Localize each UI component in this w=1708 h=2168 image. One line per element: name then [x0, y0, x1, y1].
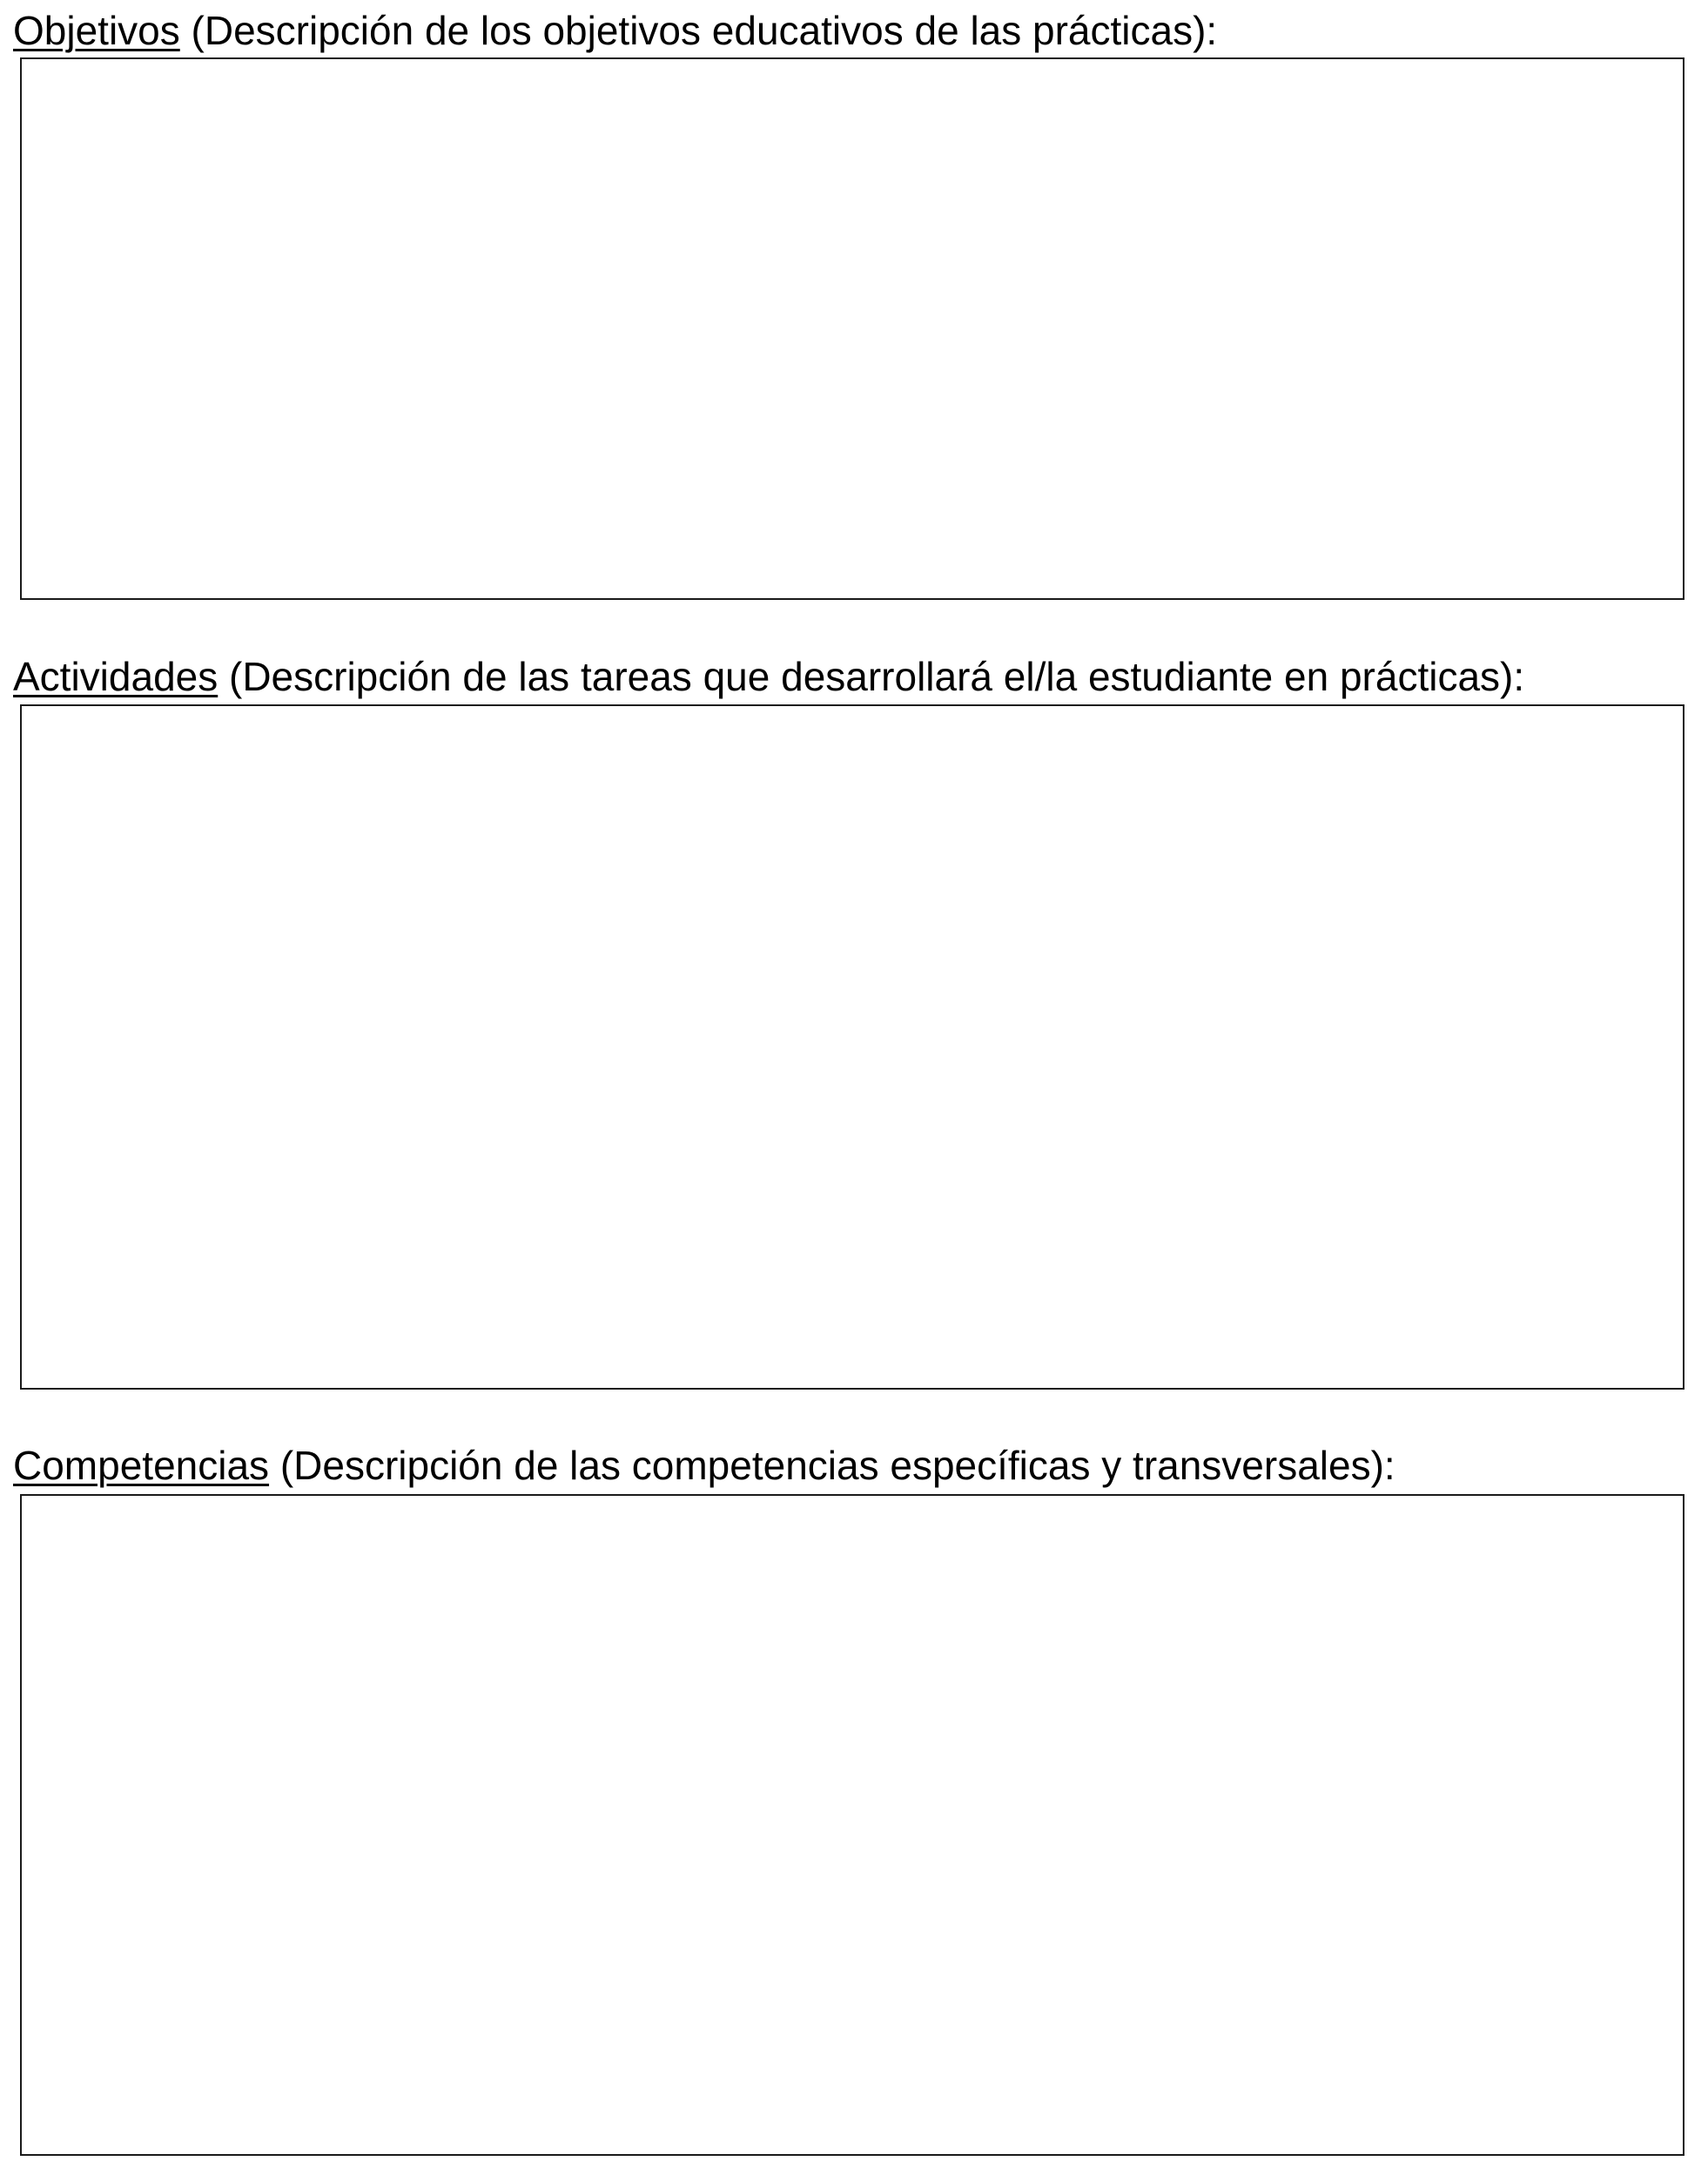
competencias-description: (Descripción de las competencias específicas y transversales):: [269, 1443, 1395, 1488]
objetivos-text-box[interactable]: [20, 57, 1684, 600]
objetivos-title: Objetivos: [13, 8, 180, 53]
objetivos-description: (Descripción de los objetivos educativos de las prácticas):: [179, 8, 1218, 53]
actividades-description: (Descripción de las tareas que desarrollará el/la estudiante en prácticas):: [218, 654, 1525, 699]
competencias-title: Competencias: [13, 1443, 270, 1488]
competencias-label: [13, 1443, 1395, 1488]
actividades-text-box[interactable]: [20, 704, 1684, 1390]
actividades-label: [13, 656, 1524, 697]
competencias-text-box[interactable]: [20, 1494, 1684, 2156]
objetivos-label: [13, 8, 1218, 53]
actividades-title: Actividades: [13, 654, 219, 699]
